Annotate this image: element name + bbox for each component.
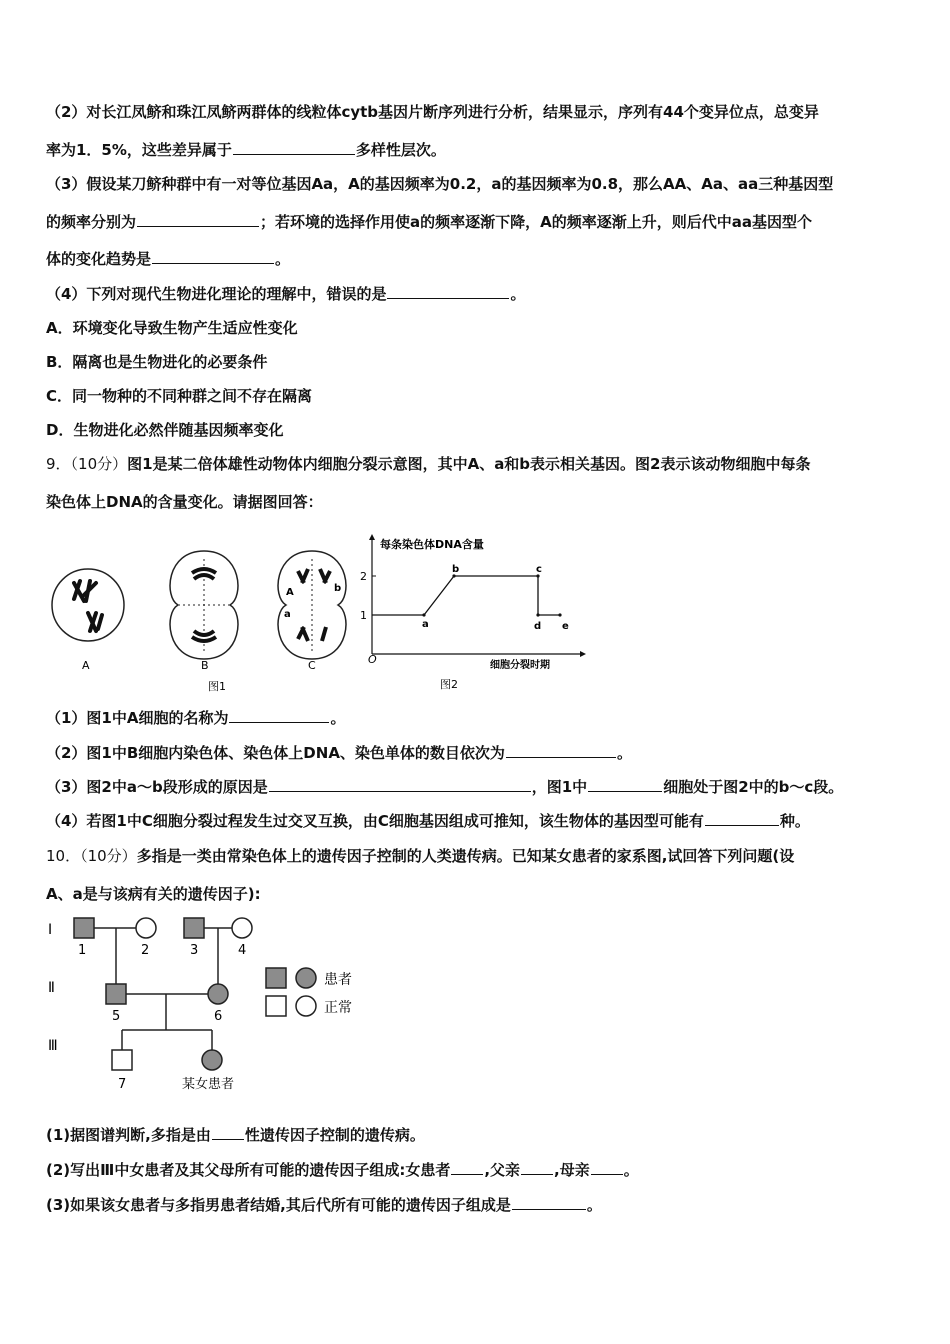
generation-1-label: Ⅰ bbox=[48, 922, 53, 938]
answer-blank[interactable] bbox=[591, 1160, 623, 1175]
q10-sub2: (2)写出Ⅲ中女患者及其父母所有可能的遗传因子组成:女患者 ,父亲 ,母亲 。 bbox=[46, 1161, 639, 1179]
proband-label: 某女患者 bbox=[182, 1077, 235, 1092]
point-label-b: b bbox=[452, 564, 460, 575]
cell-a-label: A bbox=[82, 659, 90, 672]
svg-text:4: 4 bbox=[238, 943, 247, 958]
figure-1-caption: 图1 bbox=[208, 680, 226, 693]
q9-sub3: （3）图2中a～b段形成的原因是 ，图1中 细胞处于图2中的b～c段。 bbox=[46, 778, 844, 796]
legend bbox=[266, 968, 352, 1016]
y-tick-1: 1 bbox=[360, 609, 367, 622]
cell-c bbox=[278, 551, 346, 672]
svg-text:2: 2 bbox=[141, 943, 150, 958]
answer-blank[interactable] bbox=[137, 212, 259, 227]
svg-text:b: b bbox=[334, 583, 342, 594]
svg-text:5: 5 bbox=[112, 1009, 121, 1024]
point-label-a: a bbox=[422, 619, 429, 630]
answer-blank[interactable] bbox=[705, 811, 779, 826]
q8-option-b: B．隔离也是生物进化的必要条件 bbox=[46, 353, 268, 371]
svg-text:6: 6 bbox=[214, 1009, 223, 1024]
y-tick-2: 2 bbox=[360, 570, 367, 583]
q10-sub1: (1)据图谱判断,多指是由 性遗传因子控制的遗传病。 bbox=[46, 1126, 425, 1144]
point-e bbox=[558, 613, 561, 616]
figure-2-chart bbox=[362, 532, 592, 692]
point-label-e: e bbox=[562, 621, 569, 632]
individual-3 bbox=[184, 918, 204, 938]
svg-text:7: 7 bbox=[118, 1077, 127, 1092]
q8-part2-line1: （2）对长江凤鲚和珠江凤鲚两群体的线粒体cytb基因片断序列进行分析，结果显示，序列有44个变异位点，总变异 bbox=[46, 103, 819, 121]
figure-2-caption: 图2 bbox=[440, 678, 458, 691]
point-label-d: d bbox=[534, 621, 542, 632]
figure-1 bbox=[46, 535, 366, 695]
q8-option-c: C．同一物种的不同种群之间不存在隔离 bbox=[46, 387, 313, 405]
q9-sub4: （4）若图1中C细胞分裂过程发生过交叉互换，由C细胞基因组成可推知，该生物体的基因型可能有 种。 bbox=[46, 812, 810, 830]
q9-sub2: （2）图1中B细胞内染色体、染色体上DNA、染色单体的数目依次为 。 bbox=[46, 744, 632, 762]
answer-blank[interactable] bbox=[506, 743, 616, 758]
svg-text:1: 1 bbox=[78, 943, 87, 958]
q10-stem-line1: 10．（10分）多指是一类由常染色体上的遗传因子控制的人类遗传病。已知某女患者的家系图,试回答下列问题(设 bbox=[46, 847, 795, 865]
svg-text:a: a bbox=[284, 609, 291, 620]
q8-part2-line2: 率为1．5%，这些差异属于 多样性层次。 bbox=[46, 141, 446, 159]
q9-stem-line2: 染色体上DNA的含量变化。请据图回答： bbox=[46, 493, 323, 511]
question-number: 10．（10分） bbox=[46, 847, 137, 865]
individual-1 bbox=[74, 918, 94, 938]
q10-sub3: (3)如果该女患者与多指男患者结婚,其后代所有可能的遗传因子组成是 。 bbox=[46, 1196, 602, 1214]
q9-sub1: （1）图1中A细胞的名称为 。 bbox=[46, 709, 346, 727]
chart-title: 每条染色体DNA含量 bbox=[380, 538, 484, 551]
answer-blank[interactable] bbox=[269, 777, 531, 792]
answer-blank[interactable] bbox=[451, 1160, 483, 1175]
individual-7 bbox=[112, 1050, 132, 1070]
svg-text:A: A bbox=[286, 587, 294, 598]
answer-blank[interactable] bbox=[152, 249, 274, 264]
cell-c-label: C bbox=[308, 659, 316, 672]
generation-3-label: Ⅲ bbox=[48, 1038, 58, 1054]
cell-a bbox=[52, 569, 124, 672]
point-d bbox=[536, 613, 539, 616]
answer-blank[interactable] bbox=[212, 1125, 244, 1140]
q8-part3-line3: 体的变化趋势是 。 bbox=[46, 250, 291, 268]
legend-normal: 正常 bbox=[324, 1000, 352, 1016]
answer-blank[interactable] bbox=[512, 1195, 586, 1210]
individual-5 bbox=[106, 984, 126, 1004]
svg-text:3: 3 bbox=[190, 943, 199, 958]
individual-2 bbox=[136, 918, 156, 938]
answer-blank[interactable] bbox=[233, 140, 355, 155]
q8-part3-line2: 的频率分别为 ；若环境的选择作用使a的频率逐渐下降，A的频率逐渐上升，则后代中aa基因型个 bbox=[46, 213, 812, 231]
q8-option-a: A．环境变化导致生物产生适应性变化 bbox=[46, 319, 298, 337]
cell-b-label: B bbox=[201, 659, 209, 672]
individual-6 bbox=[208, 984, 228, 1004]
pedigree-chart bbox=[40, 910, 380, 1100]
answer-blank[interactable] bbox=[521, 1160, 553, 1175]
q9-stem-line1: 9．（10分）图1是某二倍体雄性动物体内细胞分裂示意图，其中A、a和b表示相关基因。图2表示该动物细胞中每条 bbox=[46, 455, 811, 473]
point-label-c: c bbox=[536, 564, 542, 575]
legend-affected: 患者 bbox=[324, 972, 352, 988]
cell-b bbox=[170, 551, 238, 672]
answer-blank[interactable] bbox=[588, 777, 662, 792]
individual-4 bbox=[232, 918, 252, 938]
x-axis-label: 细胞分裂时期 bbox=[490, 660, 550, 671]
q8-part3-line1: （3）假设某刀鲚种群中有一对等位基因Aa，A的基因频率为0.2，a的基因频率为0.8，那么AA、Aa、aa三种基因型 bbox=[46, 175, 834, 193]
proband bbox=[202, 1050, 222, 1070]
point-a bbox=[422, 613, 425, 616]
q10-stem-line2: A、a是与该病有关的遗传因子): bbox=[46, 885, 261, 903]
generation-2-label: Ⅱ bbox=[48, 980, 55, 996]
q8-option-d: D．生物进化必然伴随基因频率变化 bbox=[46, 421, 284, 439]
answer-blank[interactable] bbox=[387, 284, 509, 299]
q8-part4-stem: （4）下列对现代生物进化理论的理解中，错误的是 。 bbox=[46, 285, 526, 303]
origin-label: O bbox=[368, 653, 377, 666]
dna-series-line bbox=[372, 576, 560, 615]
question-number: 9．（10分） bbox=[46, 455, 128, 473]
answer-blank[interactable] bbox=[229, 708, 329, 723]
